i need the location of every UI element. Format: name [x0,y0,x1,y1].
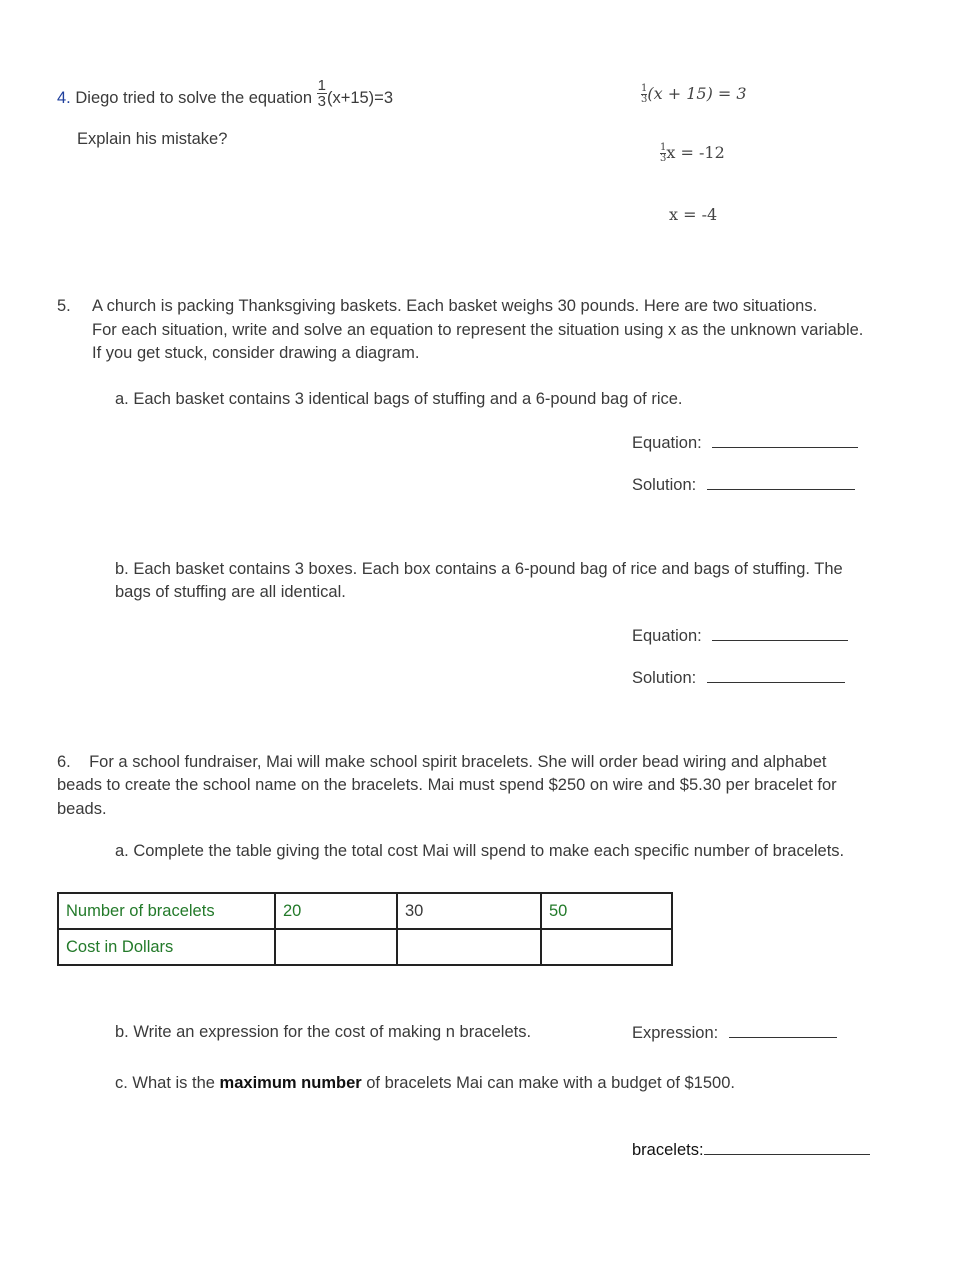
q6a-text: a. Complete the table giving the total cost Mai will spend to make each specific number of bracelets. [115,842,845,860]
q4-work-step1-den: 3 [641,94,648,105]
q6-line2: beads to create the school name on the bracelets. Mai must spend $250 on wire and $5.30 per bracelet for [57,776,837,794]
q6b-expression-label: Expression: [632,1024,719,1042]
q6c-answer-blank[interactable] [704,1140,870,1155]
q6b-expression-blank[interactable] [729,1023,837,1038]
q4-fraction-num: 1 [317,77,326,94]
table-cell-label: Cost in Dollars [58,929,275,965]
q5-line2: For each situation, write and solve an equation to represent the situation using x as the unknown variable. [92,321,864,339]
q6-line3: beads. [57,800,107,818]
q5b-equation [632,626,848,646]
q5-number: 5. [57,297,71,315]
q6c-bold: maximum number [219,1074,362,1092]
q4-work-step2-expr: x = -12 [666,143,725,162]
q5-line3: If you get stuck, consider drawing a diagram. [92,344,420,362]
q4-work-step2 [660,143,725,164]
q6c-text [115,1074,735,1093]
q4-work-step1-num: 1 [641,83,648,94]
q5b-solution [632,668,845,688]
q4-work-step1 [641,84,747,105]
q5a-equation-label: Equation: [632,434,702,452]
q5a-solution-blank[interactable] [707,475,855,490]
q4-work-step3: x = -4 [669,205,718,224]
q6b-expression [632,1023,837,1043]
q5b-equation-blank[interactable] [712,626,848,641]
q6c-answer-label: bracelets: [632,1141,704,1159]
q4-work-step1-expr: (x + 15) = 3 [647,84,747,103]
q5b-solution-blank[interactable] [707,668,845,683]
q4-prompt-text: Diego tried to solve the equation [75,88,313,107]
q6-line1: 6. For a school fundraiser, Mai will make school spirit bracelets. She will order bead wiring and alphabet [57,753,827,771]
q6c-answer [632,1140,870,1160]
q5a-equation-blank[interactable] [712,433,858,448]
table-cell-empty[interactable] [275,929,397,965]
table-cell-label: Number of bracelets [58,893,275,929]
q4-prompt [57,77,393,110]
q5a-equation [632,433,858,453]
q5b-solution-label: Solution: [632,669,697,687]
q5b-equation-label: Equation: [632,627,702,645]
table-row [58,893,672,929]
table-cell: 50 [541,893,672,929]
q4-work-step2-den: 3 [660,153,667,164]
q6c-post: of bracelets Mai can make with a budget of $1500. [361,1074,735,1092]
q5a-solution-label: Solution: [632,476,697,494]
q4-fraction [317,78,327,109]
q5a-solution [632,475,855,495]
table-row [58,929,672,965]
q5-line1: A church is packing Thanksgiving baskets. Each basket weighs 30 pounds. Here are two situations. [92,297,818,315]
q4-equation-rest: (x+15)=3 [326,88,393,107]
q6c-pre: c. What is the [115,1074,220,1092]
q4-fraction-den: 3 [317,93,326,110]
table-cell-empty[interactable] [397,929,541,965]
bracelet-cost-table [57,892,673,966]
q6b-text: b. Write an expression for the cost of making n bracelets. [115,1023,532,1041]
q4-number: 4. [57,88,71,107]
q4-subprompt: Explain his mistake? [77,130,228,148]
table-cell: 20 [275,893,397,929]
q4-work-step2-num: 1 [660,142,667,153]
table-cell: 30 [397,893,541,929]
q5b-line2: bags of stuffing are all identical. [115,583,346,601]
q5a-text: a. Each basket contains 3 identical bags of stuffing and a 6-pound bag of rice. [115,390,683,408]
q5b-line1: b. Each basket contains 3 boxes. Each box contains a 6-pound bag of rice and bags of stuffing. The [115,560,843,578]
table-cell-empty[interactable] [541,929,672,965]
